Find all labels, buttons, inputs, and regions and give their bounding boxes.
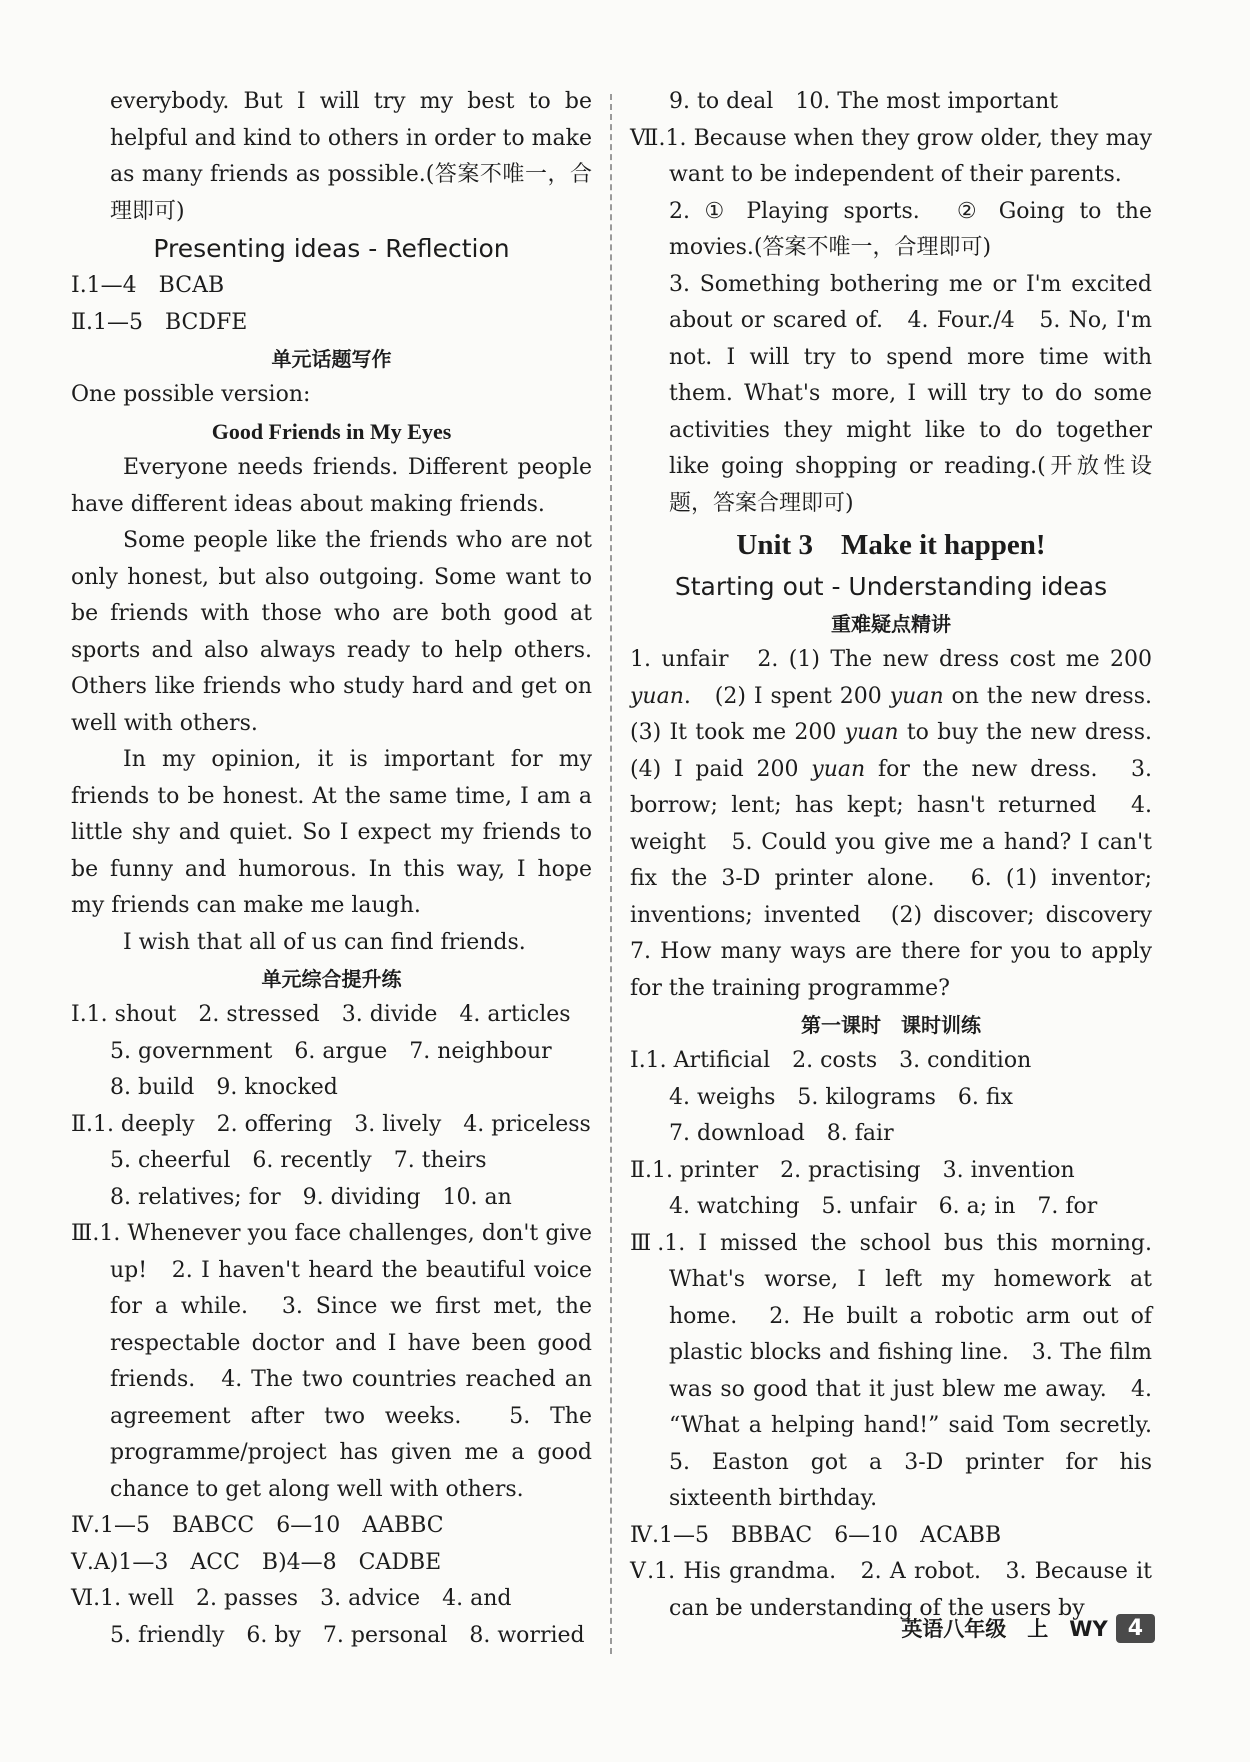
answer-line: 5. cheerful 6. recently 7. theirs (110, 1148, 487, 1173)
answer-line: 4. watching 5. unfair 6. a; in 7. for (669, 1194, 1098, 1219)
unit-heading (630, 522, 1152, 568)
yuan-italic: yuan (811, 756, 866, 782)
section-title-lesson-one: 第一课时 课时训练 (801, 1013, 981, 1037)
answer-line: 5. friendly 6. by 7. personal 8. worried (110, 1622, 585, 1648)
answer-line: 8. build 9. knocked (110, 1075, 338, 1100)
answer-block: Ⅲ.1. I missed the school bus this morning. What's worse, I left my homework at home. 2. He built a robotic arm out of plastic blocks and fishing line. 3. The film was so good that it just blew me away. 4. “What a helping hand!” said Tom secretly. 5. Easton got a 3-D printer for his sixteenth birthday. (630, 1230, 1175, 1511)
answer-block: Ⅲ.1. Whenever you face challenges, don't give up! 2. I haven't heard the beautiful voice for a while. 3. Since we first met, the respectable doctor and I have been good friends. 4. The two countries reached an agreement after two weeks. 5. The programme/project has given me a good chance to get along well with others. (71, 1221, 592, 1502)
answer-block (630, 642, 1175, 1007)
essay-paragraph: I wish that all of us can find friends. (123, 929, 526, 955)
answer-block: Ⅴ.1. His grandma. 2. A robot. 3. Because it can be understanding of the users by (630, 1559, 1152, 1621)
section-title-presenting-ideas: Presenting ideas - Reflection (153, 234, 510, 263)
answer-line: Ⅳ.1—5 BBBAC 6—10 ACABB (630, 1522, 1002, 1548)
answer-line: Ⅱ.1. deeply 2. offering 3. lively 4. priceless (71, 1111, 591, 1137)
yuan-italic: yuan (844, 720, 899, 745)
yuan-italic: yuan (889, 683, 944, 709)
answer-line: 7. download 8. fair (669, 1121, 894, 1146)
answer-line: Ⅰ.1. shout 2. stressed 3. divide 4. articles (71, 1002, 571, 1027)
unit-name: Make it happen! (840, 529, 1046, 561)
page-number: 4 (1116, 1614, 1155, 1643)
answer-line: Ⅱ.1—5 BCDFE (71, 309, 248, 335)
answer-text: for the new dress. 3. borrow; lent; has kept; hasn't returned 4. weight 5. Could you give me a hand? I can't fix the 3-D printer alone. 6. (1) inventor; inventions; invented (2) discover; discovery 7. How many ways are there for you to apply for the training programme? (630, 756, 1175, 1001)
answer-line: Ⅱ.1. printer 2. practising 3. invention (630, 1157, 1075, 1183)
essay-ending: everybody. But I will try my best to be helpful and kind to others in order to make as many friends as possible.(答案不唯一，合理即可) (110, 89, 592, 224)
section-title-key-points: 重难疑点精讲 (831, 612, 951, 636)
book-label: 英语八年级 上 WY (901, 1617, 1108, 1641)
essay-paragraph: Everyone needs friends. Different people have different ideas about making friends. (71, 455, 592, 517)
page-footer (901, 1613, 1155, 1643)
essay-paragraph: Some people like the friends who are not only honest, but also outgoing. Some want to be friends with those who are both good at sports and also always ready to help others. Others like friends who study hard and get on well with others. (71, 528, 592, 736)
answer-block: Ⅶ.1. Because when they grow older, they may want to be independent of their parents. (630, 125, 1152, 187)
answer-line: Ⅴ.A)1—3 ACC B)4—8 CADBE (71, 1549, 442, 1575)
answer-text: on the new dress. (3) It took me 200 (630, 683, 1175, 745)
answer-line: 9. to deal 10. The most important (669, 89, 1059, 114)
column-divider (610, 94, 612, 1654)
answer-block: 3. Something bothering me or I'm excited about or scared of. 4. Four./4 5. No, I'm not. I will try to spend more time with them. What's more, I will try to do some activities they might like to do together like going shopping or reading.(开放性设题，答案合理即可) (669, 271, 1152, 516)
yuan-italic: yuan (630, 683, 684, 709)
left-column (71, 84, 592, 1654)
essay-title: Good Friends in My Eyes (211, 418, 452, 444)
answer-line: Ⅵ.1. well 2. passes 3. advice 4. and (71, 1586, 512, 1611)
section-title-topic-writing: 单元话题写作 (271, 347, 392, 371)
answer-line: Ⅰ.1—4 BCAB (71, 273, 225, 298)
answer-text: 1. unfair 2. (1) The new dress cost me 200 (630, 647, 1152, 672)
answer-line: 8. relatives; for 9. dividing 10. an (110, 1184, 512, 1210)
answer-line: Ⅰ.1. Artificial 2. costs 3. condition (630, 1048, 1032, 1073)
answer-text: . (2) I spent 200 (683, 683, 890, 709)
answer-line: 5. government 6. argue 7. neighbour (110, 1038, 552, 1064)
answer-block: 2. ① Playing sports. ② Going to the movies.(答案不唯一，合理即可) (669, 198, 1152, 260)
section-title-unit-review: 单元综合提升练 (261, 967, 402, 991)
possible-version-label: One possible version: (71, 382, 311, 407)
answer-line: Ⅳ.1—5 BABCC 6—10 AABBC (71, 1513, 444, 1538)
right-column (630, 84, 1175, 1627)
answer-text: to buy the new dress. (4) I paid 200 (630, 720, 1174, 782)
section-title-starting-out: Starting out - Understanding ideas (674, 572, 1108, 601)
answer-line: 4. weighs 5. kilograms 6. fix (669, 1084, 1013, 1110)
essay-paragraph: In my opinion, it is important for my friends to be honest. At the same time, I am a little shy and quiet. So I expect my friends to be funny and humorous. In this way, I hope my friends can make me laugh. (71, 747, 592, 918)
unit-label: Unit 3 (736, 529, 813, 561)
